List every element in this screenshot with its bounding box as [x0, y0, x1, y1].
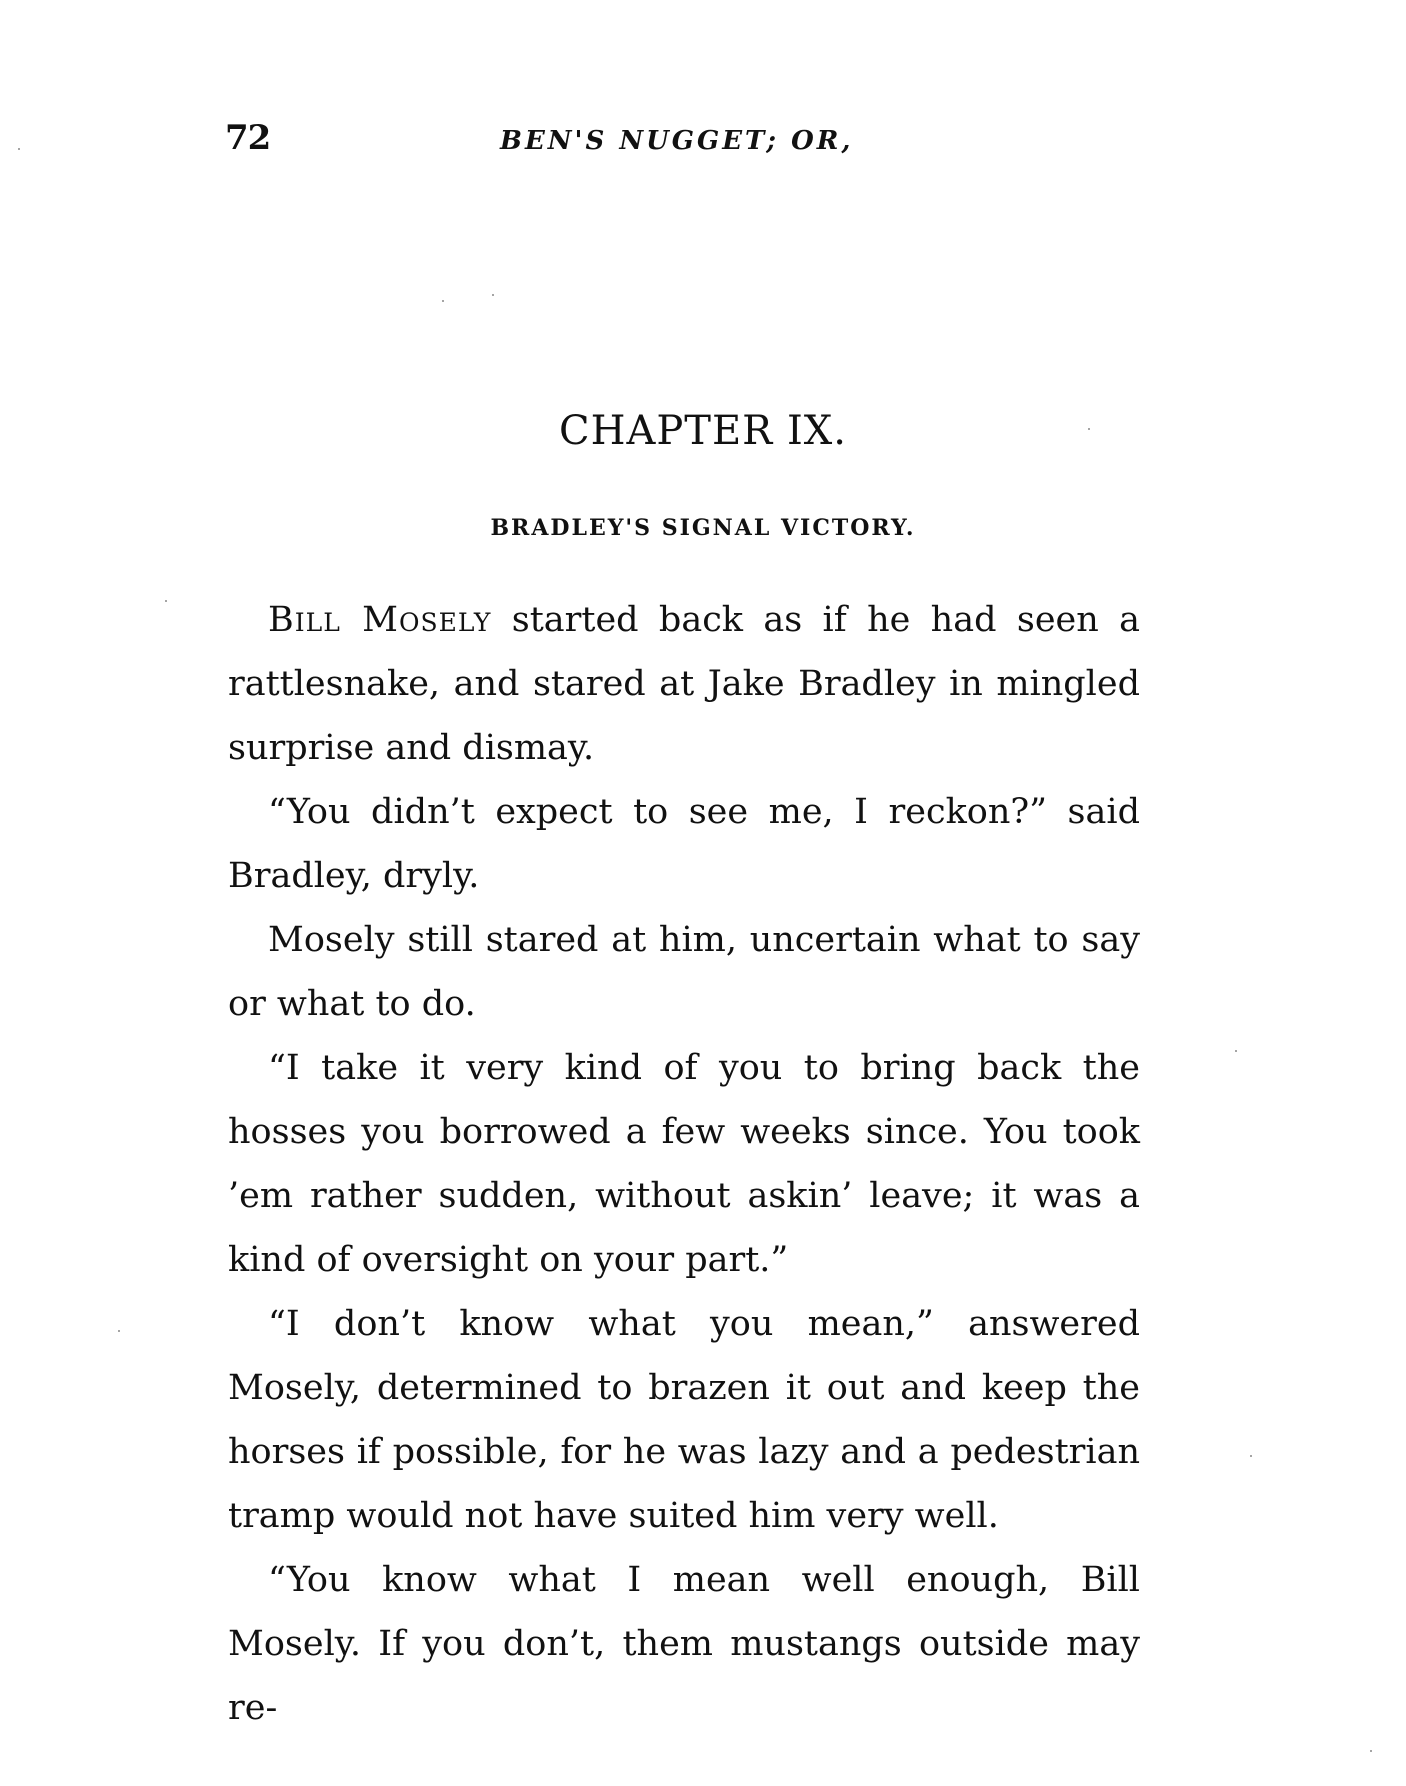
- scan-speck: [1370, 1750, 1372, 1752]
- paragraph-text: started back as if he had seen a rattlesnake, and stared at Jake Bradley in mingled surprise and dismay.: [228, 600, 1141, 768]
- paragraph: “I don’t know what you mean,” answered Mosely, determined to brazen it out and keep the horses if possible, for he was lazy and a pedestrian tramp would not have suited him very well.: [228, 1304, 1140, 1536]
- paragraph-lead: Bill Mosely: [268, 600, 492, 640]
- paragraph: “You know what I mean well enough, Bill Mosely. If you don’t, them mustangs outside may re-: [228, 1560, 1140, 1728]
- scan-speck: [442, 300, 444, 302]
- chapter-heading: CHAPTER IX.: [559, 408, 847, 454]
- scan-speck: [492, 294, 494, 296]
- page-number: 72: [225, 118, 271, 158]
- running-head: [225, 118, 1141, 158]
- chapter-subtitle: BRADLEY'S SIGNAL VICTORY.: [490, 515, 916, 541]
- scan-speck: [18, 148, 20, 150]
- scan-speck: [1088, 428, 1090, 430]
- paragraph: Mosely still stared at him, uncertain what to say or what to do.: [228, 920, 1140, 1024]
- paragraph: “You didn’t expect to see me, I reckon?” said Bradley, dryly.: [228, 792, 1140, 896]
- paragraph: “I take it very kind of you to bring back the hosses you borrowed a few weeks since. You took ’em rather sudden, without askin’ leave; it was a kind of oversight on your part.”: [228, 1048, 1140, 1280]
- scan-speck: [1235, 1050, 1237, 1052]
- scan-speck: [118, 1330, 120, 1332]
- body-text: [228, 588, 1140, 1740]
- running-title: BEN'S NUGGET; OR,: [500, 126, 854, 156]
- scan-speck: [165, 600, 167, 602]
- paragraph: [228, 588, 1140, 780]
- scan-speck: [1250, 1455, 1252, 1457]
